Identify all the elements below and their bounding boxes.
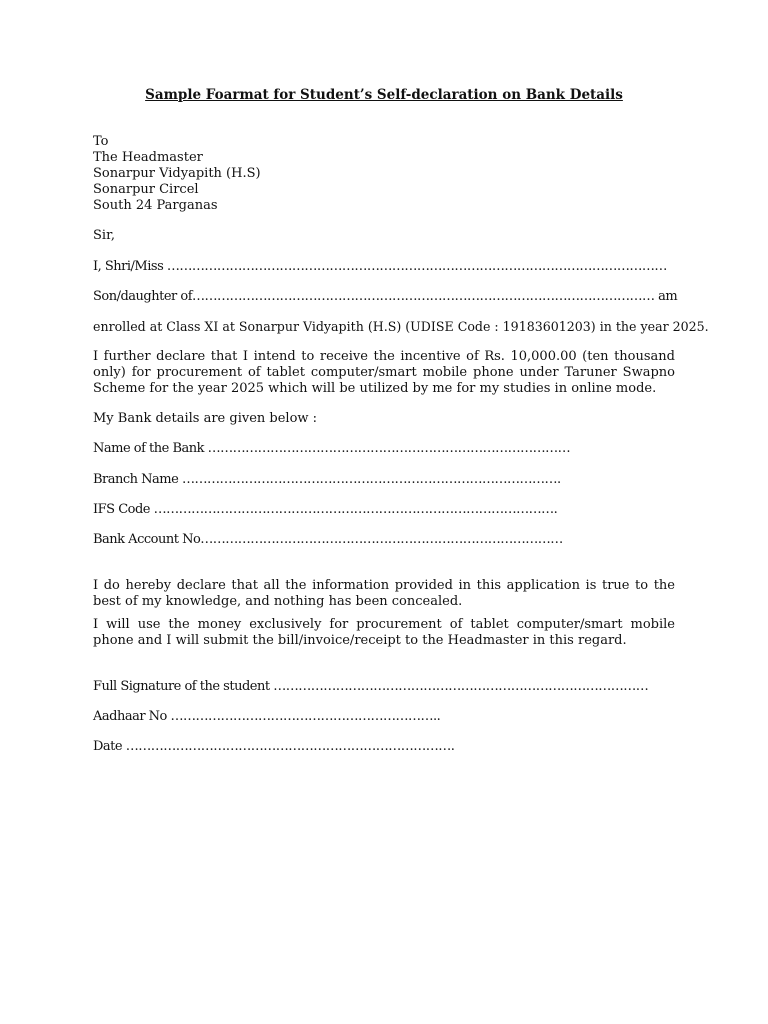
branch-name-field: Branch Name ………………………………………………………………………………. [93,472,561,487]
address-to: To [93,134,109,149]
truth-declaration-paragraph: I do hereby declare that all the information provided in this application is true to the best of my knowledge, and nothing has been concealed. [93,578,675,609]
date-line: Date ……………………………………………………………………. [93,739,455,754]
document-title: Sample Foarmat for Student’s Self-declaration on Bank Details [145,87,623,103]
enrollment-line: enrolled at Class XI at Sonarpur Vidyapith (H.S) (UDISE Code : 19183601203) in the year 2025. [93,319,709,334]
ifs-code-field: IFS Code ……………………………………………………………………………………. [93,502,558,517]
bank-account-field: Bank Account No…………………………………………………………………………… [93,532,563,547]
bank-name-field: Name of the Bank …………………………………………………………………………… [93,441,571,456]
usage-declaration-paragraph: I will use the money exclusively for procurement of tablet computer/smart mobile phone and I will submit the bill/invoice/receipt to the Headmaster in this regard. [93,617,675,648]
student-name-line: I, Shri/Miss ………………………………………………………………………………………………………… [93,259,667,274]
salutation: Sir, [93,228,115,243]
address-line-school: Sonarpur Vidyapith (H.S) [93,166,261,181]
parent-name-line: Son/daughter of………………………………………………………………………………………………… am [93,289,678,304]
bank-details-intro: My Bank details are given below : [93,411,318,426]
student-signature-line: Full Signature of the student ……………………………………………………………………………… [93,679,649,694]
incentive-declaration-paragraph: I further declare that I intend to receive the incentive of Rs. 10,000.00 (ten thousand only) for procurement of tablet computer/smart mobile phone under Taruner Swapno Scheme for the year 2025 which will be utilized by me for my studies in online mode. [93,349,675,396]
aadhaar-line: Aadhaar No ……………………………………………………….. [93,709,441,724]
address-line-headmaster: The Headmaster [93,150,203,165]
address-line-district: South 24 Parganas [93,198,218,213]
address-line-circle: Sonarpur Circel [93,182,199,197]
